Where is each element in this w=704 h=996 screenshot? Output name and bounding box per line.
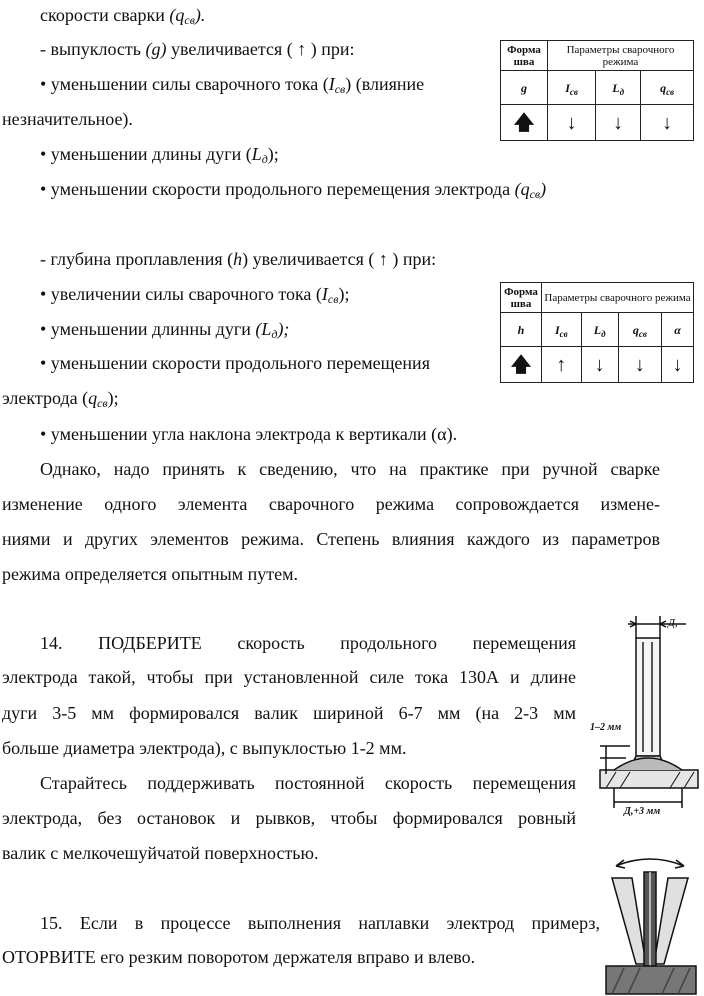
text-line: • уменьшении длинны дуги $(L_д)$; <box>40 319 290 341</box>
table-symbol-row <box>501 313 694 347</box>
down-arrow-icon: ↓ <box>548 105 596 141</box>
table-cell-symbol: $q_{св}$ <box>641 71 694 105</box>
text-line: • увеличении силы сварочного тока $(I_{св})$; <box>40 284 350 306</box>
text-line: • уменьшении скорости продольного перемещения электрода $(q_{св})$ <box>40 179 547 201</box>
table-header-shape: Форма шва <box>501 283 542 313</box>
table-header-shape: Форма шва <box>501 41 548 71</box>
table-cell-symbol: $I_{св}$ <box>542 313 582 347</box>
table-cell-symbol: α <box>662 313 694 347</box>
text-line: Старайтесь поддерживать постоянной скорость перемещения <box>40 773 576 793</box>
text-line: дуги 3-5 мм формировался валик шириной 6-7 мм (на 2-3 мм <box>2 703 576 723</box>
text-line: 14. ПОДБЕРИТЕ скорость продольного перемещения <box>40 633 576 653</box>
text-line: электрода такой, чтобы при установленной силе тока 130А и длине <box>2 667 576 687</box>
up-arrow-icon: ↑ <box>542 347 582 383</box>
up-arrow-icon: 🡅 <box>501 347 542 383</box>
down-arrow-icon: ↓ <box>596 105 641 141</box>
text-line: • уменьшении длины дуги $(L_д)$; <box>40 144 279 166</box>
table-symbol-row <box>501 71 694 105</box>
text-line: - выпуклость (g) увеличивается ( ↑ ) при: <box>40 39 355 59</box>
text-line: • уменьшении угла наклона электрода к вертикали (α). <box>40 424 458 444</box>
table-arrow-row <box>501 105 694 141</box>
down-arrow-icon: ↓ <box>641 105 694 141</box>
text-line: электрода $(q_{св})$; <box>2 388 119 410</box>
table-header-params: Параметры сварочного режима <box>542 283 694 313</box>
text-line: больше диаметра электрода), с выпуклостью 1-2 мм. <box>2 738 407 758</box>
down-arrow-icon: ↓ <box>618 347 661 383</box>
weld-parameters-table-penetration <box>500 282 694 383</box>
text-line: валик с мелкочешуйчатой поверхностью. <box>2 843 319 863</box>
down-arrow-icon: ↓ <box>581 347 618 383</box>
up-arrow-icon: 🡅 <box>501 105 548 141</box>
figure-label-left: 1–2 мм <box>590 722 622 733</box>
text-line: скорости сварки $(q_{св})$. <box>40 5 206 27</box>
text-line: ОТОРВИТЕ его резким поворотом держателя вправо и влево. <box>2 947 476 967</box>
text-line: - глубина проплавления (h) увеличивается ( ↑ ) при: <box>40 249 437 269</box>
table-header-params: Параметры сварочного режима <box>548 41 694 71</box>
text-line: Однако, надо принять к сведению, что на практике при ручной сварке <box>40 459 660 479</box>
weld-parameters-table-convexity <box>500 40 694 141</box>
table-cell-symbol: $L_д$ <box>596 71 641 105</box>
text-line: • уменьшении силы сварочного тока $(I_{св})$ (влияние <box>40 74 425 96</box>
down-arrow-icon: ↓ <box>662 347 694 383</box>
text-line: электрода, без остановок и рывков, чтобы формировался ровный <box>2 808 576 828</box>
table-cell-symbol: $L_д$ <box>581 313 618 347</box>
text-line: режима определяется опытным путем. <box>2 564 299 584</box>
table-cell-symbol: $I_{св}$ <box>548 71 596 105</box>
table-arrow-row <box>501 347 694 383</box>
electrode-bead-figure <box>586 612 702 816</box>
text-line: 15. Если в процессе выполнения наплавки электрод примерз, <box>40 913 600 933</box>
text-line: изменение одного элемента сварочного режима сопровождается измене- <box>2 494 660 514</box>
text-line: незначительное). <box>2 109 133 129</box>
text-line: • уменьшении скорости продольного перемещения <box>40 353 430 373</box>
figure-label-top: Д, <box>668 617 678 629</box>
table-cell-symbol: g <box>501 71 548 105</box>
table-cell-symbol: $q_{св}$ <box>618 313 661 347</box>
figure-label-bottom: Д,+3 мм <box>624 806 661 816</box>
text-line: ниями и других элементов режима. Степень влияния каждого из параметров <box>2 529 660 549</box>
electrode-rocking-figure <box>602 852 698 996</box>
table-cell-symbol: h <box>501 313 542 347</box>
